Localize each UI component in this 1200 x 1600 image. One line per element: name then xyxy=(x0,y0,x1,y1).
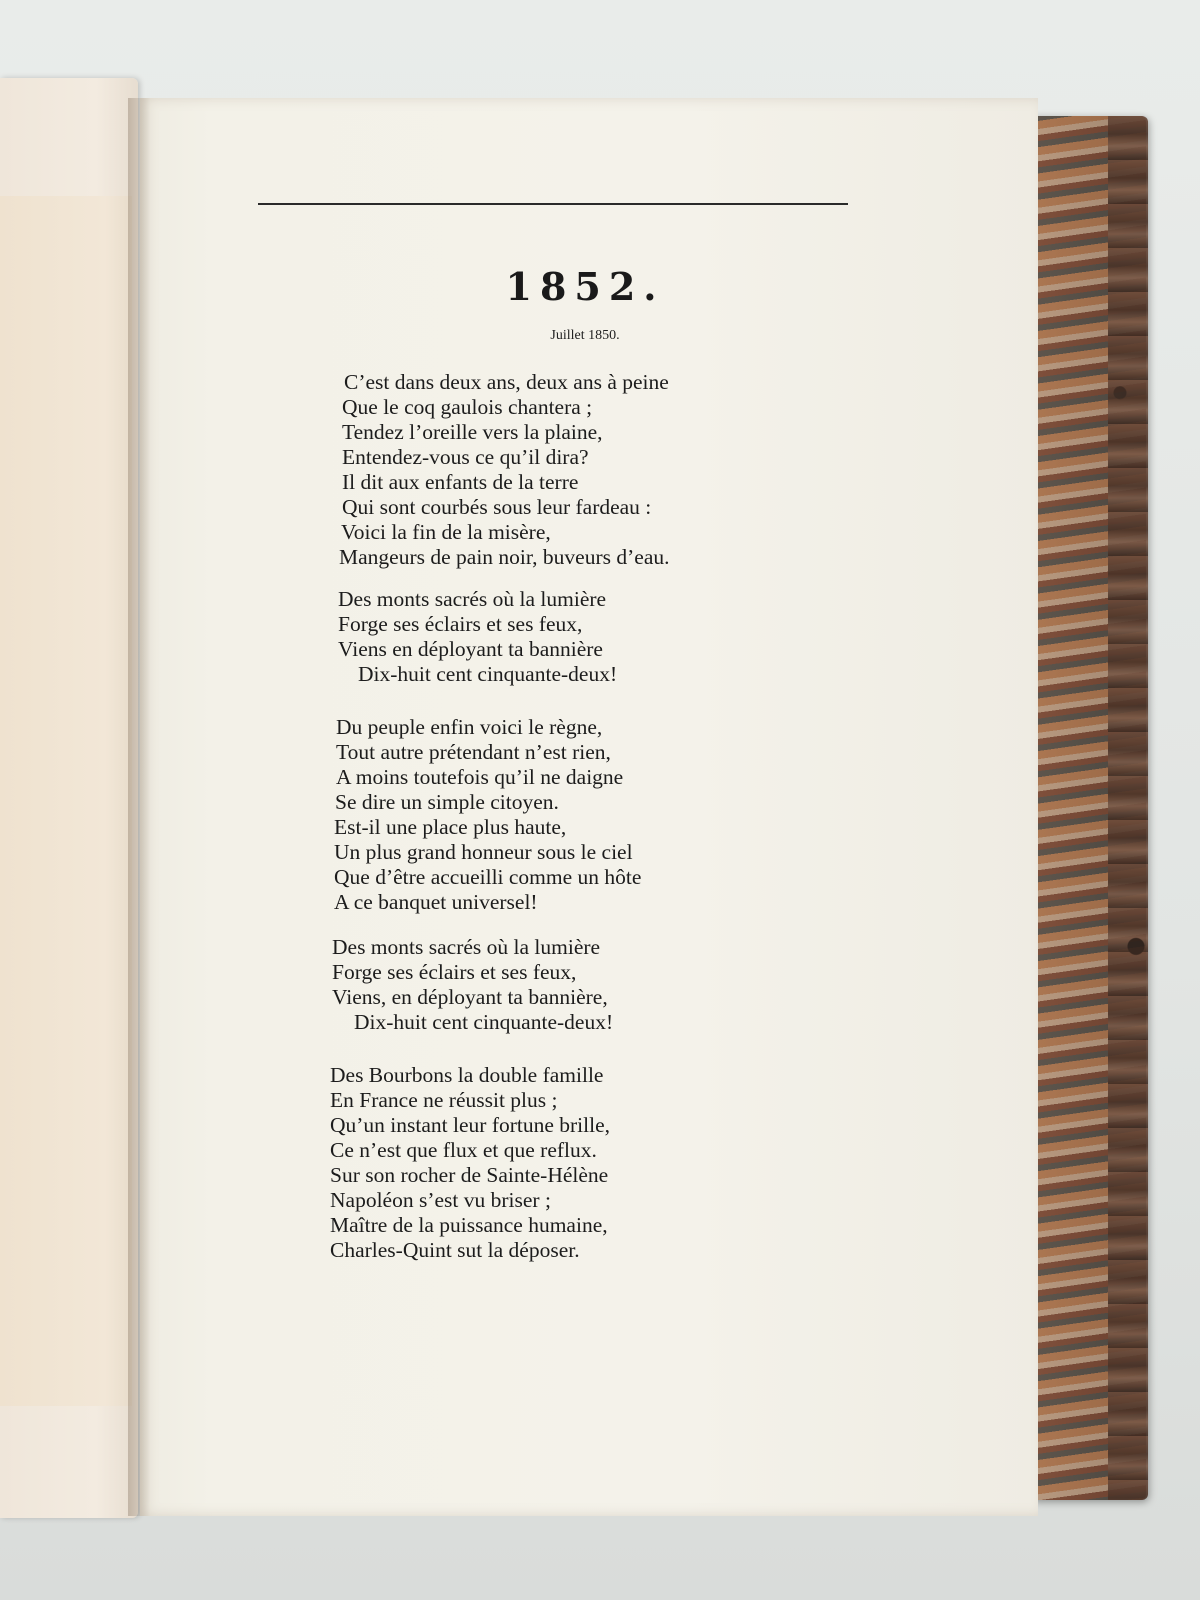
poem-line: Maître de la puissance humaine, xyxy=(330,1213,608,1237)
poem-line: Tendez l’oreille vers la plaine, xyxy=(342,420,603,444)
poem-line: Des monts sacrés où la lumière xyxy=(338,587,607,611)
poem-line: Est-il une place plus haute, xyxy=(334,815,567,839)
poem-line: Forge ses éclairs et ses feux, xyxy=(332,960,577,984)
poem-line: Viens en déployant ta bannière xyxy=(338,637,603,661)
poem-line: Que d’être accueilli comme un hôte xyxy=(334,865,642,889)
previous-page-edge xyxy=(0,78,138,1518)
book-page xyxy=(140,98,1038,1516)
header-rule xyxy=(258,203,848,205)
stanza-5 xyxy=(330,1063,790,1263)
poem-line: Du peuple enfin voici le règne, xyxy=(336,715,603,739)
stanza-2 xyxy=(330,587,790,687)
previous-page-paper xyxy=(0,196,132,1406)
poem-line: Mangeurs de pain noir, buveurs d’eau. xyxy=(339,545,670,569)
poem-line: A moins toutefois qu’il ne daigne xyxy=(336,765,624,789)
poem-line: Napoléon s’est vu briser ; xyxy=(330,1188,551,1212)
poem-line: Qu’un instant leur fortune brille, xyxy=(330,1113,611,1137)
poem-line: Tout autre prétendant n’est rien, xyxy=(336,740,611,764)
poem-date: Juillet 1850. xyxy=(550,328,620,343)
poem-line: C’est dans deux ans, deux ans à peine xyxy=(344,370,669,394)
poem-line: Des monts sacrés où la lumière xyxy=(332,935,601,959)
poem-line: Entendez-vous ce qu’il dira? xyxy=(342,445,589,469)
poem-line: Viens, en déployant ta bannière, xyxy=(332,985,608,1009)
poem-body xyxy=(330,370,790,1280)
poem-line: Que le coq gaulois chantera ; xyxy=(342,395,593,419)
poem-line: Dix-huit cent cinquante-deux! xyxy=(358,662,618,686)
poem-line: A ce banquet universel! xyxy=(334,890,538,914)
stanza-4 xyxy=(330,935,790,1035)
stanza-1 xyxy=(330,370,790,570)
stanza-3 xyxy=(330,715,790,915)
poem-line: Un plus grand honneur sous le ciel xyxy=(334,840,633,864)
poem-line: Dix-huit cent cinquante-deux! xyxy=(354,1010,614,1034)
poem-line: Charles-Quint sut la déposer. xyxy=(330,1238,580,1262)
poem-title: 1852. xyxy=(505,264,665,309)
poem-line: Voici la fin de la misère, xyxy=(341,520,551,544)
poem-line: Sur son rocher de Sainte-Hélène xyxy=(330,1163,609,1187)
book-cover-spine xyxy=(1108,116,1148,1500)
poem-line: Il dit aux enfants de la terre xyxy=(342,470,579,494)
poem-line: En France ne réussit plus ; xyxy=(330,1088,558,1112)
poem-line: Se dire un simple citoyen. xyxy=(335,790,559,814)
page-gutter-shadow xyxy=(128,98,150,1516)
poem-line: Qui sont courbés sous leur fardeau : xyxy=(342,495,652,519)
poem-line: Forge ses éclairs et ses feux, xyxy=(338,612,583,636)
poem-line: Des Bourbons la double famille xyxy=(330,1063,604,1087)
poem-line: Ce n’est que flux et que reflux. xyxy=(330,1138,597,1162)
